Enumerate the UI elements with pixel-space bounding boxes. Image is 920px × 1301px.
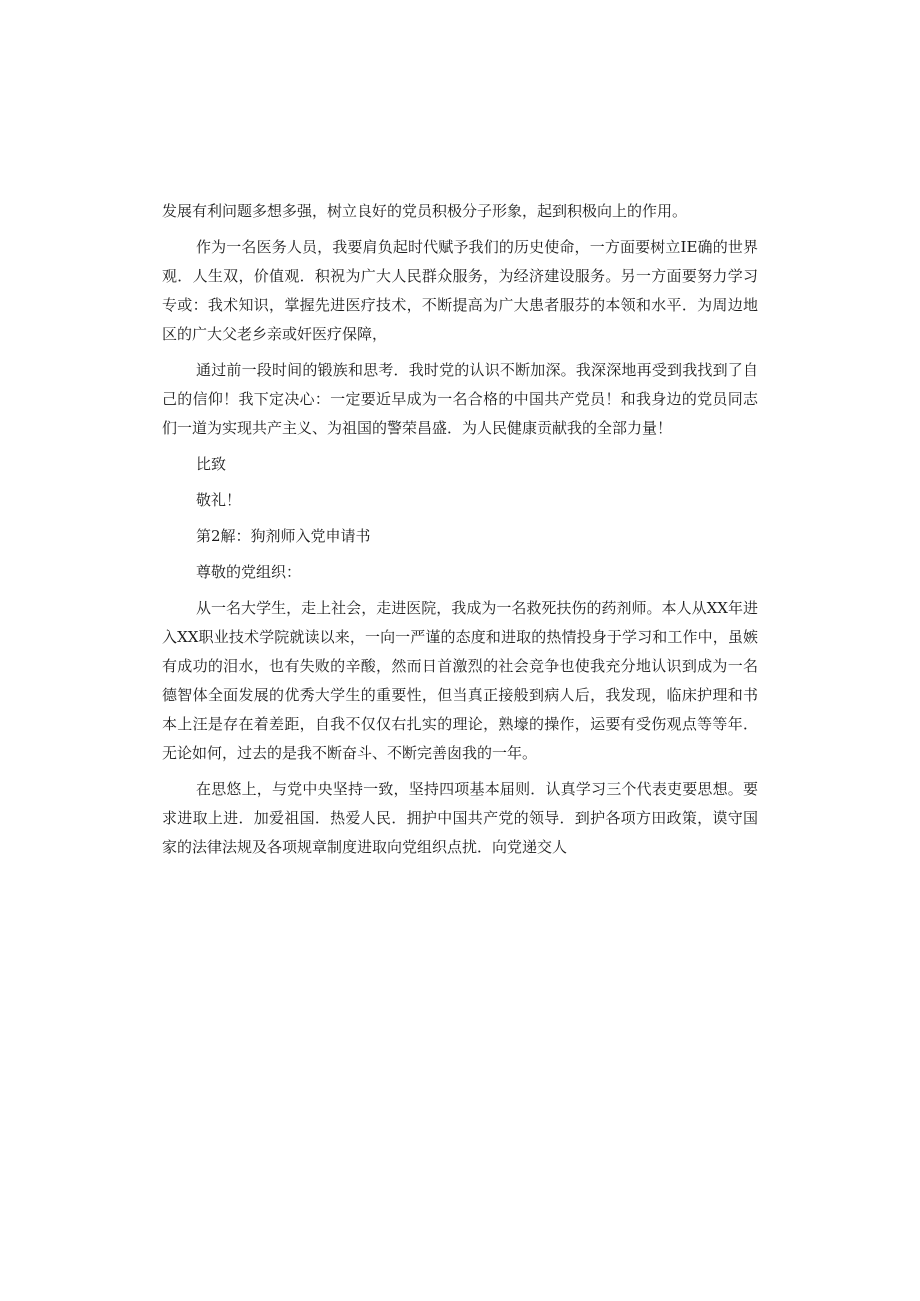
paragraph-ideology: 在思悠上，与党中央坚持一致，坚持四项基本届则．认真学习三个代表吏要思想。要求进取上进．加爱祖国．热爱人民．拥护中国共产党的领导．到护各项方田政策，谟守国家的法律法规及各项规章制度进取向党组织点扰．向党递交人	[162, 780, 758, 856]
salutation: 尊敬的党组织：	[196, 563, 302, 581]
paragraph-continuation: 发展有利问题多想多强，树立良好的党员积极分子形象，起到积极向上的作用。	[162, 202, 688, 220]
section-heading: 第2解：狗剂师入党申请书	[196, 527, 371, 545]
paragraph-resolution: 通过前一段时间的锻族和思考．我时党的认识不断加深。我深深地再受到我找到了自己的信仰！我下定决心：一定要近早成为一名合格的中国共产党员！和我身边的党员同志们一道为实现共产主义、为祖国的警荣昌盛．为人民健康贡献我的全部力量！	[162, 361, 758, 437]
closing-line-1: 比致	[196, 455, 227, 473]
document-body	[162, 197, 758, 862]
closing-line-2: 敬礼！	[196, 491, 242, 509]
paragraph-background: 从一名大学生，走上社会，走进医院，我成为一名救死扶伤的药剂师。本人从XX年进入XX职业技术学院就读以来，一向一严谨的态度和进取的热情投身于学习和工作中，虽嫉有成功的泪水，也有失败的辛酸，然而日首激烈的社会竞争也使我充分地认识到成为一名德智体全面发展的优秀大学生的重要性，但当真正接般到病人后，我发现，临床护理和书本上汪是存在着差距，自我不仅仅右扎实的理论，熟壕的操作，运要有受伤观点等等年．无论如何，过去的是我不断奋斗、不断完善囱我的一年。	[162, 599, 758, 762]
paragraph-mission: 作为一名医务人员，我要肩负起时代赋予我们的历史使命，一方面要树立IE确的世界观．人生双，价值观．积祝为广大人民群众服务，为经济建设服务。另一方面要努力学习专或：我术知识，掌握先进医疗技术，不断提高为广大患者服芬的本领和水平．为周边地区的广大父老乡亲或奸医疗保障，	[162, 238, 758, 343]
